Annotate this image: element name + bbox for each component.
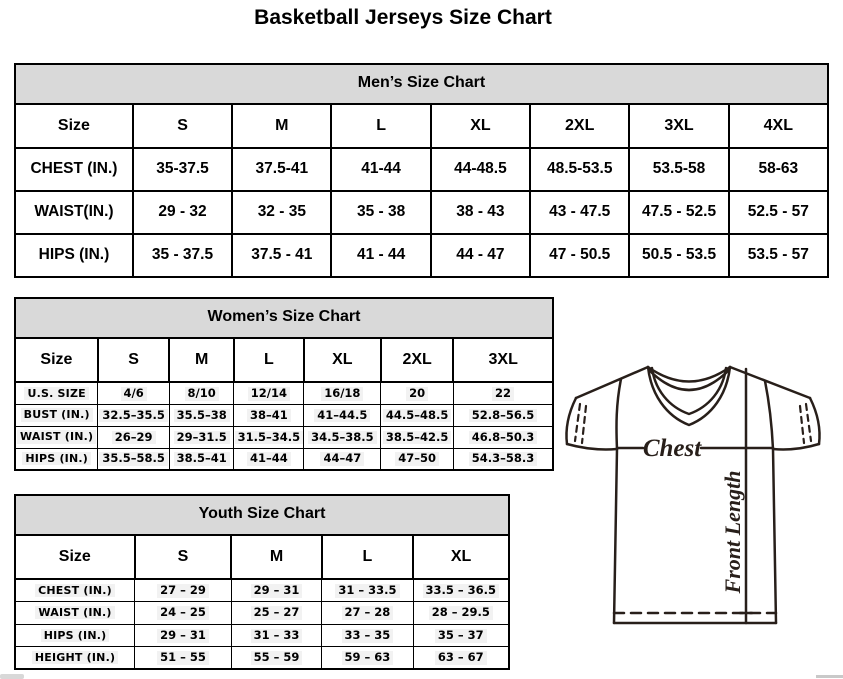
table-row [15, 404, 553, 426]
size-cell: 20 [381, 382, 454, 404]
size-cell: 35 – 37 [413, 624, 509, 647]
column-header: M [232, 104, 331, 148]
column-header: XL [304, 338, 381, 382]
bottom-right-artifact [816, 675, 843, 678]
row-label: WAIST(IN.) [15, 191, 133, 234]
size-cell: 58-63 [729, 148, 828, 191]
column-header: XL [431, 104, 530, 148]
left-cuff-dashes [575, 404, 586, 443]
table-row [15, 234, 828, 277]
youth-header-row [15, 535, 509, 579]
size-cell: 29 – 31 [135, 624, 232, 647]
womens-size-chart [14, 297, 554, 471]
size-cell: 35-37.5 [133, 148, 232, 191]
column-header: Size [15, 338, 98, 382]
womens-header-row [15, 338, 553, 382]
youth-size-table [14, 534, 510, 670]
size-cell: 34.5–38.5 [304, 426, 381, 448]
womens-size-table [14, 337, 554, 471]
torso-right-edge [773, 449, 776, 623]
size-cell: 38 - 43 [431, 191, 530, 234]
size-cell: 24 – 25 [135, 602, 232, 625]
size-cell: 47.5 - 52.5 [629, 191, 728, 234]
size-cell: 47–50 [381, 448, 454, 470]
size-cell: 35 - 38 [331, 191, 430, 234]
row-label: CHEST (IN.) [15, 148, 133, 191]
size-cell: 35.5–58.5 [98, 448, 170, 470]
size-cell: 31 – 33 [231, 624, 321, 647]
torso-left-edge [614, 449, 617, 623]
size-cell: 27 – 29 [135, 579, 232, 602]
front-length-label: Front Length [720, 470, 745, 594]
collar-mid-arc [649, 370, 729, 390]
mens-header-row [15, 104, 828, 148]
size-cell: 59 – 63 [322, 647, 413, 670]
size-cell: 33.5 – 36.5 [413, 579, 509, 602]
size-cell: 46.8–50.3 [453, 426, 553, 448]
youth-size-chart-title: Youth Size Chart [14, 494, 510, 534]
size-cell: 16/18 [304, 382, 381, 404]
mens-size-chart [14, 63, 829, 278]
column-header: XL [413, 535, 509, 579]
size-cell: 25 – 27 [231, 602, 321, 625]
size-cell: 38.5–42.5 [381, 426, 454, 448]
left-sleeve-seam [616, 379, 621, 449]
column-header: 3XL [453, 338, 553, 382]
size-cell: 44 - 47 [431, 234, 530, 277]
left-sleeve-cuff [567, 444, 617, 449]
column-header: 4XL [729, 104, 828, 148]
size-cell: 8/10 [169, 382, 234, 404]
row-label: WAIST (IN.) [15, 426, 98, 448]
row-label: WAIST (IN.) [15, 602, 135, 625]
size-cell: 44.5–48.5 [381, 404, 454, 426]
size-cell: 29 - 32 [133, 191, 232, 234]
table-row [15, 647, 509, 670]
mens-size-chart-title: Men’s Size Chart [14, 63, 829, 103]
size-cell: 41–44 [234, 448, 304, 470]
size-cell: 37.5 - 41 [232, 234, 331, 277]
table-row [15, 579, 509, 602]
size-cell: 31 – 33.5 [322, 579, 413, 602]
table-row [15, 602, 509, 625]
size-cell: 41 - 44 [331, 234, 430, 277]
size-cell: 27 – 28 [322, 602, 413, 625]
size-cell: 31.5–34.5 [234, 426, 304, 448]
mens-size-table [14, 103, 829, 278]
size-cell: 41-44 [331, 148, 430, 191]
page-title: Basketball Jerseys Size Chart [254, 6, 552, 29]
size-cell: 47 - 50.5 [530, 234, 629, 277]
size-cell: 37.5-41 [232, 148, 331, 191]
row-label: HEIGHT (IN.) [15, 647, 135, 670]
column-header: 2XL [530, 104, 629, 148]
table-row [15, 148, 828, 191]
size-cell: 28 – 29.5 [413, 602, 509, 625]
column-header: L [331, 104, 430, 148]
size-cell: 12/14 [234, 382, 304, 404]
table-row [15, 191, 828, 234]
size-cell: 55 – 59 [231, 647, 321, 670]
size-cell: 32 - 35 [232, 191, 331, 234]
row-label: HIPS (IN.) [15, 234, 133, 277]
left-shoulder-line [576, 367, 648, 398]
bottom-left-artifact [0, 674, 24, 679]
column-header: L [234, 338, 304, 382]
row-label: HIPS (IN.) [15, 448, 98, 470]
size-cell: 35 - 37.5 [133, 234, 232, 277]
column-header: S [135, 535, 232, 579]
size-cell: 54.3–58.3 [453, 448, 553, 470]
size-cell: 63 – 67 [413, 647, 509, 670]
size-cell: 33 – 35 [322, 624, 413, 647]
youth-size-chart [14, 494, 510, 670]
jersey-measurement-diagram [556, 362, 842, 667]
column-header: Size [15, 535, 135, 579]
column-header: L [322, 535, 413, 579]
right-cuff-dashes [800, 404, 811, 443]
size-cell: 48.5-53.5 [530, 148, 629, 191]
size-cell: 50.5 - 53.5 [629, 234, 728, 277]
size-cell: 22 [453, 382, 553, 404]
column-header: S [98, 338, 170, 382]
right-sleeve-seam [765, 381, 773, 449]
size-cell: 35.5–38 [169, 404, 234, 426]
size-cell: 38–41 [234, 404, 304, 426]
size-cell: 53.5 - 57 [729, 234, 828, 277]
row-label: U.S. SIZE [15, 382, 98, 404]
column-header: M [169, 338, 234, 382]
right-sleeve-cuff [773, 444, 819, 449]
size-cell: 44-48.5 [431, 148, 530, 191]
size-cell: 43 - 47.5 [530, 191, 629, 234]
column-header: S [133, 104, 232, 148]
size-cell: 51 – 55 [135, 647, 232, 670]
column-header: M [231, 535, 321, 579]
column-header: 3XL [629, 104, 728, 148]
row-label: HIPS (IN.) [15, 624, 135, 647]
table-row [15, 382, 553, 404]
size-cell: 32.5–35.5 [98, 404, 170, 426]
table-row [15, 448, 553, 470]
column-header: 2XL [381, 338, 454, 382]
table-row [15, 624, 509, 647]
column-header: Size [15, 104, 133, 148]
chest-label: Chest [642, 435, 702, 462]
womens-size-chart-title: Women’s Size Chart [14, 297, 554, 337]
size-cell: 4/6 [98, 382, 170, 404]
row-label: CHEST (IN.) [15, 579, 135, 602]
size-cell: 53.5-58 [629, 148, 728, 191]
size-cell: 52.5 - 57 [729, 191, 828, 234]
right-shoulder-line [730, 367, 810, 398]
size-cell: 38.5–41 [169, 448, 234, 470]
table-row [15, 426, 553, 448]
size-cell: 29–31.5 [169, 426, 234, 448]
size-cell: 41–44.5 [304, 404, 381, 426]
size-cell: 44–47 [304, 448, 381, 470]
size-cell: 26–29 [98, 426, 170, 448]
size-cell: 52.8–56.5 [453, 404, 553, 426]
size-cell: 29 – 31 [231, 579, 321, 602]
row-label: BUST (IN.) [15, 404, 98, 426]
